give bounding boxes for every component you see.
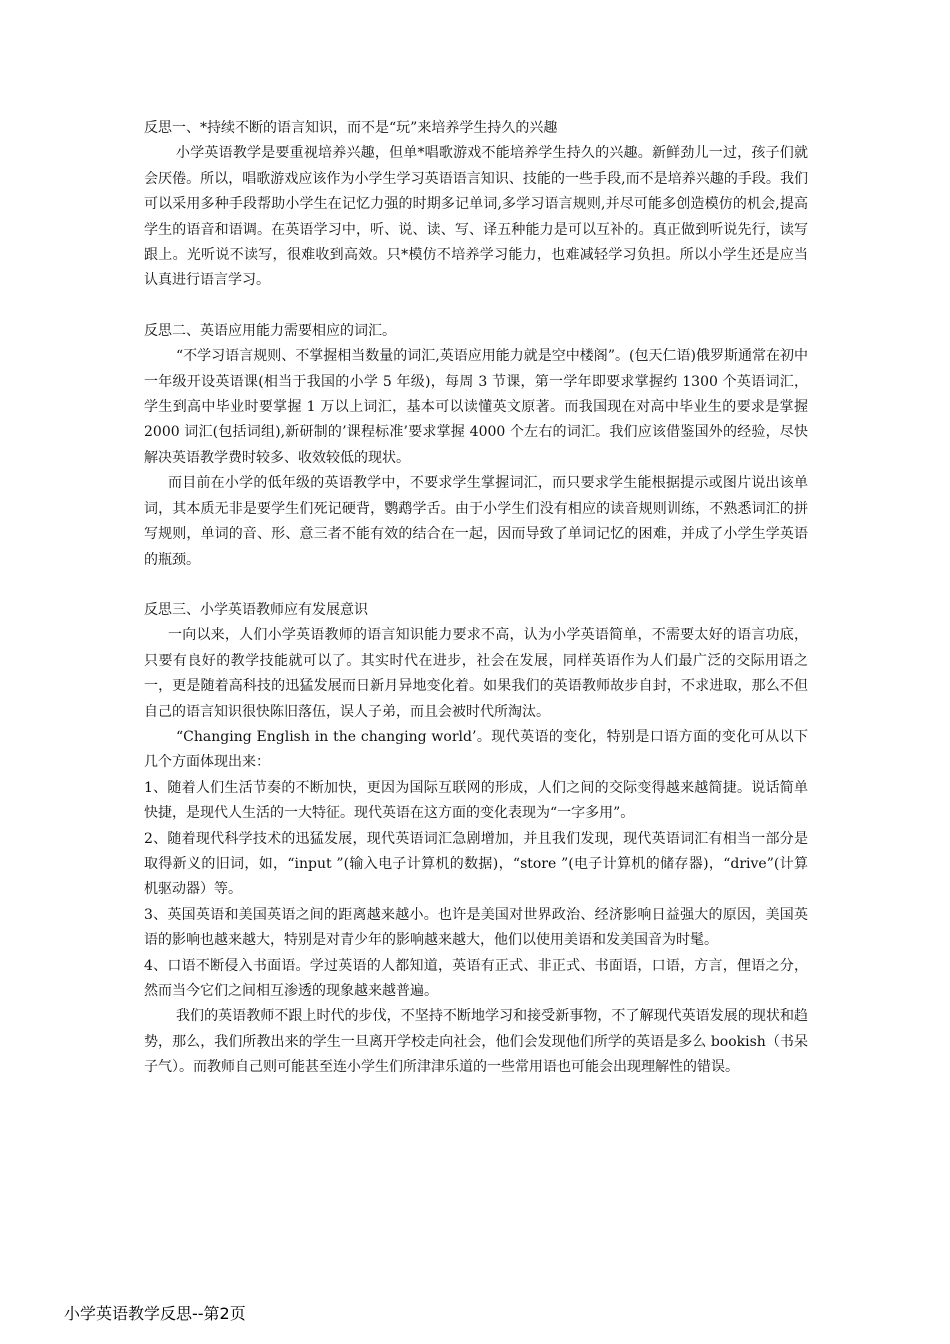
section-2-paragraph: 而目前在小学的低年级的英语教学中，不要求学生掌握词汇，而只要求学生能根据提示或图片说出该单词，其本质无非是要学生们死记硬背，鹦鹉学舌。由于小学生们没有相应的读音规则训练，不熟悉词汇的拼写规则，单词的音、形、意三者不能有效的结合在一起，因而导致了单词记忆的困难，并成了小学生学英语的瓶颈。: [144, 475, 808, 568]
section-3-paragraph: “Changing English in the changing world’。现代英语的变化，特别是口语方面的变化可从以下几个方面体现出来：: [144, 728, 808, 771]
section-2-title: 反思二、英语应用能力需要相应的词汇。: [144, 322, 396, 339]
section-1-title: 反思一、*持续不断的语言知识，而不是“玩”来培养学生持久的兴趣: [144, 120, 558, 136]
section-1-paragraph: 小学英语教学是要重视培养兴趣，但单*唱歌游戏不能培养学生持久的兴趣。新鲜劲儿一过，孩子们就会厌倦。所以，唱歌游戏应该作为小学生学习英语语言知识、技能的一些手段,而不是培养兴趣的手段。我们可以采用多种手段帮助小学生在记忆力强的时期多记单词,多学习语言规则,并尽可能多创造模仿的机会,提高学生的语音和语调。在英语学习中，听、说、读、写、译五种能力是可以互补的。真正做到听说先行，读写跟上。光听说不读写，很难收到高效。只*模仿不培养学习能力，也难减轻学习负担。所以小学生还是应当认真进行语言学习。: [144, 145, 808, 289]
section-3-list-item: 4、口语不断侵入书面语。学过英语的人都知道，英语有正式、非正式、书面语，口语，方言，俚语之分，然而当今它们之间相互渗透的现象越来越普遍。: [144, 957, 808, 999]
section-3-list-item: 3、英国英语和美国英语之间的距离越来越小。也许是美国对世界政治、经济影响日益强大的原因，美国英语的影响也越来越大，特别是对青少年的影响越来越大，他们以使用美语和发美国音为时髦。: [144, 906, 808, 949]
section-3-list-item: 2、随着现代科学技术的迅猛发展，现代英语词汇急剧增加，并且我们发现，现代英语词汇有相当一部分是取得新义的旧词，如，“input ”(输入电子计算机的数据)，“store ”(电子计算机的储存器)，“drive”(计算机驱动器）等。: [144, 830, 808, 898]
section-3-title: 反思三、小学英语教师应有发展意识: [144, 601, 368, 618]
section-gap: [144, 294, 808, 319]
section-3-list-item: 1、随着人们生活节奏的不断加快，更因为国际互联网的形成，人们之间的交际变得越来越简捷。说话简单快捷，是现代人生活的一大特征。现代英语在这方面的变化表现为“一字多用”。: [144, 779, 808, 822]
page-footer: 小学英语教学反思--第2页: [64, 1304, 246, 1323]
section-2-paragraph: “不学习语言规则、不掌握相当数量的词汇,英语应用能力就是空中楼阁”。(包天仁语)俄罗斯通常在初中一年级开设英语课(相当于我国的小学 5 年级)，每周 3 节课，第一学年即要求掌握约 1300 个英语词汇，学生到高中毕业时要掌握 1 万以上词汇，基本可以读懂英文原著。而我国现在对高中毕业生的要求是掌握 2000 词汇(包括词组),新研制的’课程标准’要求掌握 4000 个左右的词汇。我们应该借鉴国外的经验，尽快解决英语教学费时较多、收效较低的现状。: [144, 348, 808, 466]
section-3-paragraph: 一向以来，人们小学英语教师的语言知识能力要求不高，认为小学英语简单，不需要太好的语言功底，只要有良好的教学技能就可以了。其实时代在进步，社会在发展，同样英语作为人们最广泛的交际用语之一，更是随着高科技的迅猛发展而日新月异地变化着。如果我们的英语教师故步自封，不求进取，那么不但自己的语言知识很快陈旧落伍，误人子弟，而且会被时代所淘汰。: [144, 627, 808, 720]
section-3-paragraph: 我们的英语教师不跟上时代的步伐，不坚持不断地学习和接受新事物，不了解现代英语发展的现状和趋势，那么，我们所教出来的学生一旦离开学校走向社会，他们会发现他们所学的英语是多么 bookish（书呆子气）。而教师自己则可能甚至连小学生们所津津乐道的一些常用语也可能会出现理解性的错误。: [144, 1008, 808, 1076]
section-gap: [144, 573, 808, 598]
document-body: [144, 116, 808, 1081]
